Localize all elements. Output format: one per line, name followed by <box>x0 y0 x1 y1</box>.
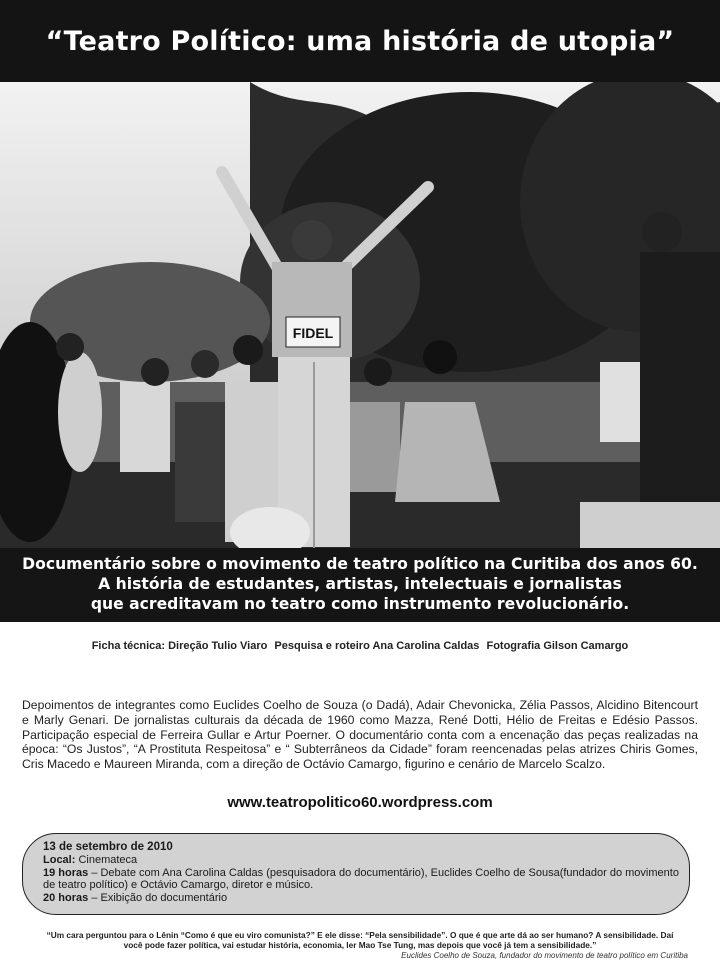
poster-title: “Teatro Político: uma história de utopia” <box>45 25 675 57</box>
caption-line-3: que acreditavam no teatro como instrumento revolucionário. <box>90 595 630 613</box>
title-bar <box>0 0 720 82</box>
caption-line-1: Documentário sobre o movimento de teatro político na Curitiba dos anos 60. <box>22 555 698 573</box>
location-value: Cinemateca <box>78 853 138 866</box>
event-screening <box>43 892 689 905</box>
screening-description: – Exibição do documentário <box>91 892 228 905</box>
location-label: Local: <box>43 853 76 866</box>
debate-time: 19 horas <box>43 866 89 879</box>
caption-band <box>0 548 720 622</box>
lenin-quote: “Um cara perguntou para o Lênin “Como é que eu viro comunista?” E ele disse: “Pela sensibilidade”. O que é que arte dá ao ser humano? A sensibilidade. Daí você pode fazer política, vai estudar história, economia, ler Mao Tse Tung, mas depois que você já tem a sensibilidade.” <box>46 930 674 951</box>
quote-attribution: Euclides Coelho de Souza, fundador do movimento de teatro político em Curitiba <box>401 951 688 960</box>
event-debate <box>43 867 689 893</box>
website-link[interactable]: www.teatropolitico60.wordpress.com <box>227 794 493 811</box>
documentary-photo <box>0 82 720 548</box>
caption-line-2: A história de estudantes, artistas, intelectuais e jornalistas <box>98 575 622 593</box>
screening-time: 20 horas <box>43 892 89 905</box>
credit-direction: Ficha técnica: Direção Tulio Viaro <box>91 640 268 652</box>
debate-description: – Debate com Ana Carolina Caldas (pesquisadora do documentário), Euclides Coelho de Sousa(fundador do movimento de teatro político) e Octávio Camargo, diretor e músico. <box>43 866 679 892</box>
technical-credits <box>0 640 720 652</box>
event-info-box <box>22 833 690 915</box>
fidel-badge-text: FIDEL <box>292 325 334 341</box>
event-date: 13 de setembro de 2010 <box>43 841 173 853</box>
credit-research: Pesquisa e roteiro Ana Carolina Caldas <box>274 640 480 652</box>
event-location <box>43 854 689 867</box>
description-paragraph: Depoimentos de integrantes como Euclides Coelho de Souza (o Dadá), Adair Chevonicka, Zélia Passos, Alcidino Bitencourt e Marly Genari. De jornalistas culturais da década de 1960 como Mazza, René Dotti, Hélio de Freitas e Edésio Passos. Participação especial de Ferreira Gullar e Artur Poerner. O documentário conta com a encenação das peças realizadas na época: “Os Justos”, “A Prostituta Respeitosa” e “ Subterrâneos da Cidade” foram reencenadas pelas atrizes Chiris Gomes, Cris Macedo e Maureen Miranda, com a direção de Octávio Camargo, figurino e cenário de Marcelo Scalzo. <box>22 698 698 771</box>
credit-photography: Fotografia Gilson Camargo <box>486 640 629 652</box>
